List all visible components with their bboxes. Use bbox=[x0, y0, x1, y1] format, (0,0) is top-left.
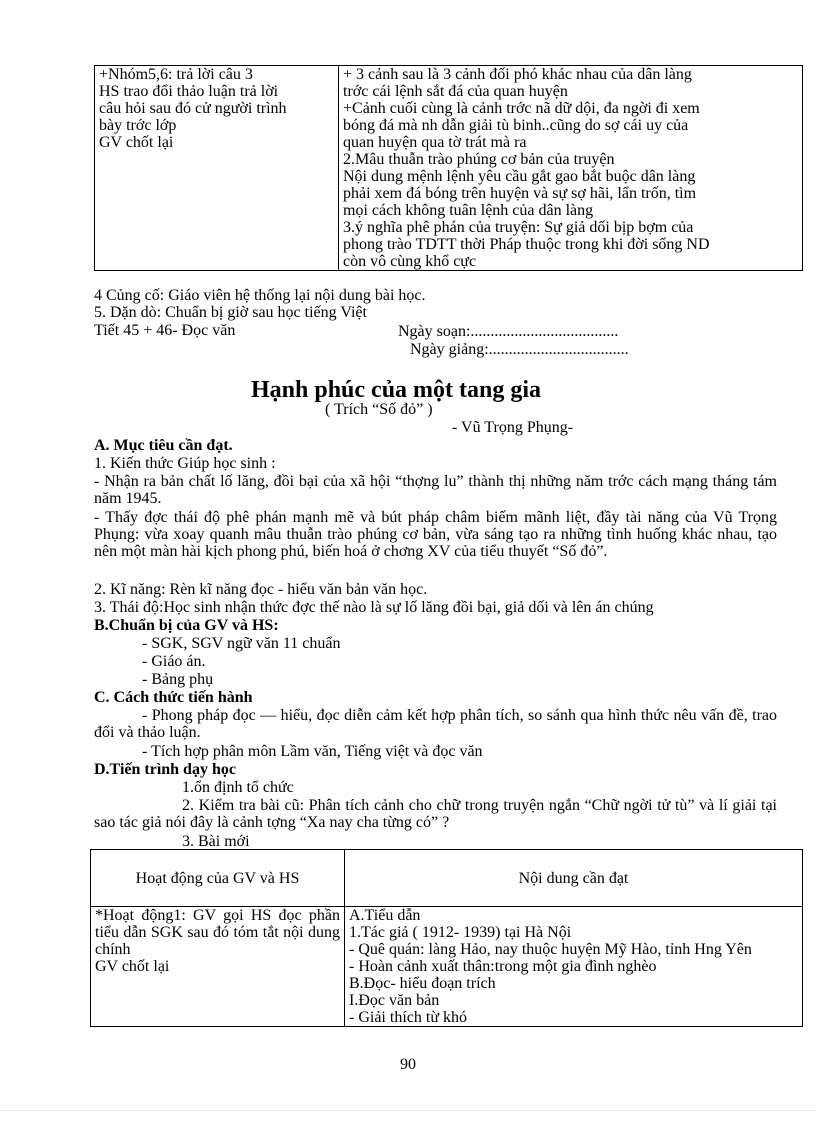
text-line: GV chốt lại bbox=[99, 134, 174, 151]
objective-paragraph: - Thấy đợc thái độ phê phán mạnh mẽ và bút pháp châm biếm mãnh liệt, đầy tài năng của Vũ Trọng Phụng: vừa xoay quanh mâu thuẫn trào phúng cơ bản, vừa sáng tạo ra những tình huống khác nhau, tạo nên một màn hài kịch phong phú, biến hoá ở chơng XV của tiểu thuyết “Số đỏ”. bbox=[94, 509, 777, 560]
text-line: 2.Mâu thuẫn trào phúng cơ bản của truyện bbox=[343, 151, 615, 168]
text-line: phong trào TDTT thời Pháp thuộc trong khi đời sống ND bbox=[343, 236, 710, 253]
skill-line: 2. Kĩ năng: Rèn kĩ năng đọc - hiểu văn bản văn học. bbox=[94, 581, 428, 598]
table-header-activities: Hoạt động của GV và HS bbox=[91, 850, 345, 907]
text-line: +Nhóm5,6: trả lời câu 3 bbox=[99, 66, 253, 83]
table-cell-content bbox=[345, 907, 803, 1027]
lesson-subtitle: ( Trích “Số đỏ” ) bbox=[325, 401, 433, 418]
text-line: Nội dung mệnh lệnh yêu cầu gắt gao bắt buộc dân làng bbox=[343, 168, 696, 185]
prep-item: - SGK, SGV ngữ văn 11 chuẩn bbox=[142, 635, 341, 652]
activity-table-top bbox=[94, 65, 803, 271]
text-line: quan huyện qua tờ trát mà ra bbox=[343, 134, 527, 151]
text-line: bày trớc lớp bbox=[99, 117, 177, 134]
text-line: 3.ý nghĩa phê phán của truyện: Sự giả dối bịp bợm của bbox=[343, 219, 694, 236]
text-line: còn vô cùng khổ cực bbox=[343, 253, 477, 270]
table-cell-content bbox=[339, 66, 803, 271]
text-line: I.Đọc văn bản bbox=[349, 992, 440, 1009]
text-line: câu hỏi sau đó cử người trình bbox=[99, 100, 287, 117]
section-a-heading: A. Mục tiêu cần đạt. bbox=[94, 437, 233, 454]
step-line: 3. Bài mới bbox=[182, 833, 250, 850]
table-cell-activities bbox=[91, 907, 345, 1027]
section-b-heading: B.Chuẩn bị của GV và HS: bbox=[94, 617, 279, 634]
footer-divider bbox=[0, 1110, 816, 1111]
step-line: 1.ổn định tổ chức bbox=[182, 779, 294, 796]
prep-item: - Bảng phụ bbox=[142, 671, 214, 688]
section-d-heading: D.Tiến trình dạy học bbox=[94, 761, 236, 778]
text-line: B.Đọc- hiểu đoạn trích bbox=[349, 975, 496, 992]
teach-date: Ngày giảng:................................... bbox=[410, 341, 629, 358]
table-header-content: Nội dung cần đạt bbox=[345, 850, 803, 907]
prep-item: - Giáo án. bbox=[142, 653, 206, 670]
knowledge-line: 1. Kiến thức Giúp học sinh : bbox=[94, 455, 276, 472]
text-line: 1.Tác giả ( 1912- 1939) tại Hà Nội bbox=[349, 924, 572, 941]
text-line: bóng đá mà nh dẫn giải tù binh..cũng do sợ cái uy của bbox=[343, 117, 689, 134]
text-line: trớc cái lệnh sắt đá của quan huyện bbox=[343, 83, 568, 100]
dan-do-line: 5. Dặn dò: Chuẩn bị giờ sau học tiếng Việt bbox=[94, 304, 367, 321]
text-line: A.Tiểu dẫn bbox=[349, 907, 421, 924]
cung-co-line: 4 Củng cố: Giáo viên hệ thống lại nội dung bài học. bbox=[94, 287, 426, 304]
method-line: - Tích hợp phân môn Lầm văn, Tiếng việt và đọc văn bbox=[142, 743, 483, 760]
method-paragraph: - Phong pháp đọc — hiểu, đọc diễn cảm kết hợp phân tích, so sánh qua hình thức nêu vấn đề, trao đổi và thảo luận. bbox=[94, 707, 777, 741]
section-c-heading: C. Cách thức tiến hành bbox=[94, 689, 253, 706]
attitude-line: 3. Thái độ:Học sinh nhận thức đợc thế nào là sự lố lăng đồi bại, giả dối và lên án chúng bbox=[94, 599, 654, 616]
step-paragraph: 2. Kiểm tra bài cũ: Phân tích cảnh cho chữ trong truyện ngắn “Chữ ngời tử tù” và lí giải tại sao tác giả nói đây là cảnh tợng “Xa nay cha từng có” ? bbox=[94, 797, 777, 831]
prep-date: Ngày soạn:..................................... bbox=[398, 323, 619, 340]
text-line: HS trao đổi thảo luận trả lời bbox=[99, 83, 279, 100]
text-line: mọi cách không tuân lệnh của dân làng bbox=[343, 202, 594, 219]
text-line: - Hoàn cảnh xuất thân:trong một gia đình nghèo bbox=[349, 958, 657, 975]
lesson-title: Hạnh phúc của một tang gia bbox=[251, 377, 542, 403]
text-line: +Cảnh cuối cùng là cảnh trớc nã dữ dội, đa ngời đi xem bbox=[343, 100, 700, 117]
text-line: - Giải thích từ khó bbox=[349, 1009, 467, 1026]
page-number: 90 bbox=[400, 1056, 416, 1073]
activity-table-bottom bbox=[90, 849, 803, 1027]
table-cell-activities bbox=[95, 66, 339, 271]
text-line: + 3 cảnh sau là 3 cảnh đối phó khác nhau của dân làng bbox=[343, 66, 692, 83]
lesson-author: - Vũ Trọng Phụng- bbox=[452, 419, 574, 436]
text-line: - Quê quán: làng Hảo, nay thuộc huyện Mỹ Hào, tỉnh Hng Yên bbox=[349, 941, 752, 958]
objective-paragraph: - Nhận ra bản chất lố lăng, đồi bại của xã hội “thợng lu” thành thị những năm trớc cách mạng tháng tám năm 1945. bbox=[94, 473, 777, 507]
lesson-period: Tiết 45 + 46- Đọc văn bbox=[94, 322, 236, 339]
text-line: GV chốt lại bbox=[95, 958, 170, 975]
activity-text: *Hoạt động1: GV gọi HS đọc phần tiểu dẫn SGK sau đó tóm tắt nội dung chính bbox=[95, 907, 340, 958]
text-line: phải xem đá bóng trên huyện và sự sợ hãi, lẩn trốn, tìm bbox=[343, 185, 697, 202]
